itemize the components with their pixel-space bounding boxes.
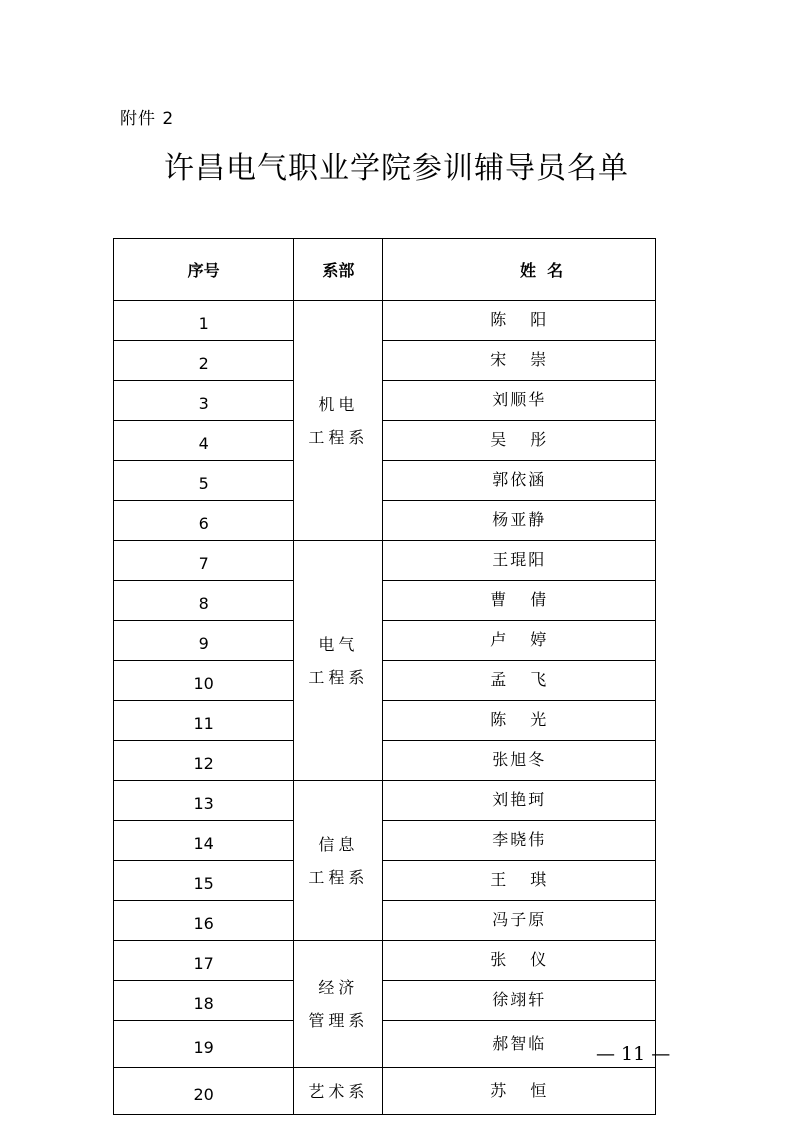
name-part: 倩: [530, 590, 549, 609]
name-cell: 杨亚静: [383, 501, 656, 541]
row-number: 11: [114, 701, 294, 741]
table-row: [114, 861, 656, 901]
name-cell: [383, 701, 656, 741]
name-part: 光: [530, 710, 549, 729]
name-cell: 刘艳珂: [383, 781, 656, 821]
row-number: 19: [114, 1021, 294, 1068]
row-number: 14: [114, 821, 294, 861]
row-number: 15: [114, 861, 294, 901]
row-number: 17: [114, 941, 294, 981]
name-part: 阳: [530, 310, 549, 329]
header-name-text: 姓 名: [519, 261, 564, 280]
table-row: [114, 461, 656, 501]
table-row: [114, 381, 656, 421]
row-number: 5: [114, 461, 294, 501]
row-number: 1: [114, 301, 294, 341]
name-part: 飞: [530, 670, 549, 689]
row-number: 3: [114, 381, 294, 421]
name-part: 恒: [530, 1080, 549, 1100]
header-no: 序号: [114, 239, 294, 301]
department-cell: 艺术系: [294, 1068, 383, 1115]
department-cell: [294, 541, 383, 781]
department-line: 工程系: [308, 867, 369, 887]
row-number: 16: [114, 901, 294, 941]
table-row: [114, 581, 656, 621]
department-line: 工程系: [308, 427, 369, 447]
department-line: 经济: [318, 978, 359, 997]
name-part: 宋: [490, 350, 509, 369]
table-row: [114, 821, 656, 861]
table-row: [114, 621, 656, 661]
row-number: 13: [114, 781, 294, 821]
row-number: 2: [114, 341, 294, 381]
department-cell: [294, 301, 383, 541]
page-number: — 11 —: [596, 1043, 671, 1065]
name-part: 卢: [490, 630, 509, 649]
row-number: 20: [114, 1068, 294, 1115]
name-cell: 李晓伟: [383, 821, 656, 861]
name-part: 仪: [530, 950, 549, 969]
department-line: 工程系: [308, 667, 369, 687]
table-row: [114, 541, 656, 581]
name-cell: 刘顺华: [383, 381, 656, 421]
name-cell: 徐翊轩: [383, 981, 656, 1021]
name-cell: 郭依涵: [383, 461, 656, 501]
department-cell: [294, 781, 383, 941]
name-cell: [383, 861, 656, 901]
table-row: [114, 501, 656, 541]
name-part: 陈: [490, 710, 509, 729]
row-number: 18: [114, 981, 294, 1021]
department-line: 电气: [318, 634, 359, 654]
name-cell: [383, 341, 656, 381]
name-cell: [383, 421, 656, 461]
name-cell: [383, 581, 656, 621]
name-part: 孟: [490, 670, 509, 689]
row-number: 6: [114, 501, 294, 541]
table-row: [114, 941, 656, 981]
name-part: 陈: [490, 310, 509, 329]
name-part: 崇: [530, 350, 549, 369]
row-number: 7: [114, 541, 294, 581]
row-number: 12: [114, 741, 294, 781]
row-number: 10: [114, 661, 294, 701]
name-cell: 王琨阳: [383, 541, 656, 581]
header-dept: 系部: [294, 239, 383, 301]
table-row: [114, 1021, 656, 1068]
name-cell: [383, 941, 656, 981]
row-number: 9: [114, 621, 294, 661]
document-title: 许昌电气职业学院参训辅导员名单: [164, 151, 629, 186]
row-number: 8: [114, 581, 294, 621]
table-header-row: [114, 239, 656, 301]
table-row: [114, 701, 656, 741]
name-part: 吴: [490, 430, 509, 449]
name-cell: [383, 1068, 656, 1115]
table-row: [114, 741, 656, 781]
name-cell: 张旭冬: [383, 741, 656, 781]
name-cell: 郝智临: [383, 1021, 656, 1068]
attachment-label: 附件 2: [120, 109, 175, 129]
table-row: [114, 301, 656, 341]
department-line: 信息: [318, 834, 359, 854]
name-part: 苏: [490, 1080, 509, 1100]
name-part: 王: [490, 870, 509, 889]
name-part: 曹: [490, 590, 509, 609]
roster-table: [113, 238, 656, 1115]
row-number: 4: [114, 421, 294, 461]
table-row: [114, 421, 656, 461]
name-cell: [383, 621, 656, 661]
table-row: [114, 1068, 656, 1115]
name-cell: [383, 301, 656, 341]
name-cell: 冯子原: [383, 901, 656, 941]
name-part: 张: [490, 950, 509, 969]
name-cell: [383, 661, 656, 701]
header-name: [383, 239, 656, 301]
table-row: [114, 781, 656, 821]
table-row: [114, 661, 656, 701]
table-row: [114, 981, 656, 1021]
table-row: [114, 901, 656, 941]
department-cell: [294, 941, 383, 1068]
table-row: [114, 341, 656, 381]
name-part: 婷: [530, 630, 549, 649]
department-line: 机电: [318, 394, 359, 414]
name-part: 彤: [530, 430, 549, 449]
name-part: 琪: [530, 870, 549, 889]
department-line: 管理系: [308, 1011, 369, 1030]
